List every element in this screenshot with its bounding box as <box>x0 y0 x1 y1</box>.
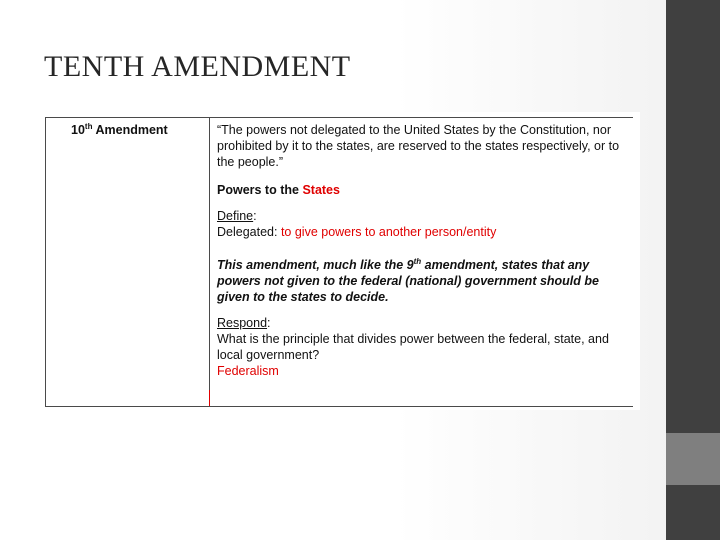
sidebar-accent-block <box>666 433 720 485</box>
red-divider-mark <box>209 390 210 406</box>
powers-heading-text: Powers to the <box>217 183 303 197</box>
respond-colon: : <box>267 316 271 331</box>
amendment-ordinal: th <box>84 122 93 131</box>
respond-answer: Federalism <box>217 364 279 379</box>
define-line <box>217 224 627 240</box>
amendment-summary <box>217 254 627 305</box>
amendment-number: 10 <box>71 123 85 138</box>
summary-end: amendment, states that any powers not given to the federal (national) government should be given to the states to decide. <box>217 258 599 305</box>
amendment-quote: “The powers not delegated to the United States by the Constitution, nor prohibited by it to the states, are reserved to the states respectively, or to the people.” <box>217 123 620 169</box>
summary-ordinal: th <box>413 257 422 266</box>
slide-title: TENTH AMENDMENT <box>44 50 351 83</box>
table-grid <box>45 117 633 407</box>
define-heading <box>217 208 627 224</box>
column-divider <box>209 118 210 406</box>
delegated-definition: to give powers to another person/entity <box>280 225 497 239</box>
amendment-word: Amendment <box>92 123 168 138</box>
summary-start: This amendment, much like the 9 <box>217 258 414 273</box>
respond-section <box>217 315 627 379</box>
define-section <box>217 208 627 240</box>
define-colon: : <box>253 209 257 223</box>
delegated-term: Delegated: <box>217 225 281 239</box>
define-label: Define <box>217 209 254 223</box>
powers-heading-highlight: States <box>302 183 340 197</box>
amendment-table <box>42 112 640 410</box>
amendment-content-cell <box>217 122 627 379</box>
respond-heading <box>217 315 627 331</box>
respond-question: What is the principle that divides power between the federal, state, and local government? <box>217 332 609 363</box>
respond-label: Respond <box>217 316 268 331</box>
amendment-label <box>71 122 168 137</box>
powers-heading <box>217 182 627 198</box>
